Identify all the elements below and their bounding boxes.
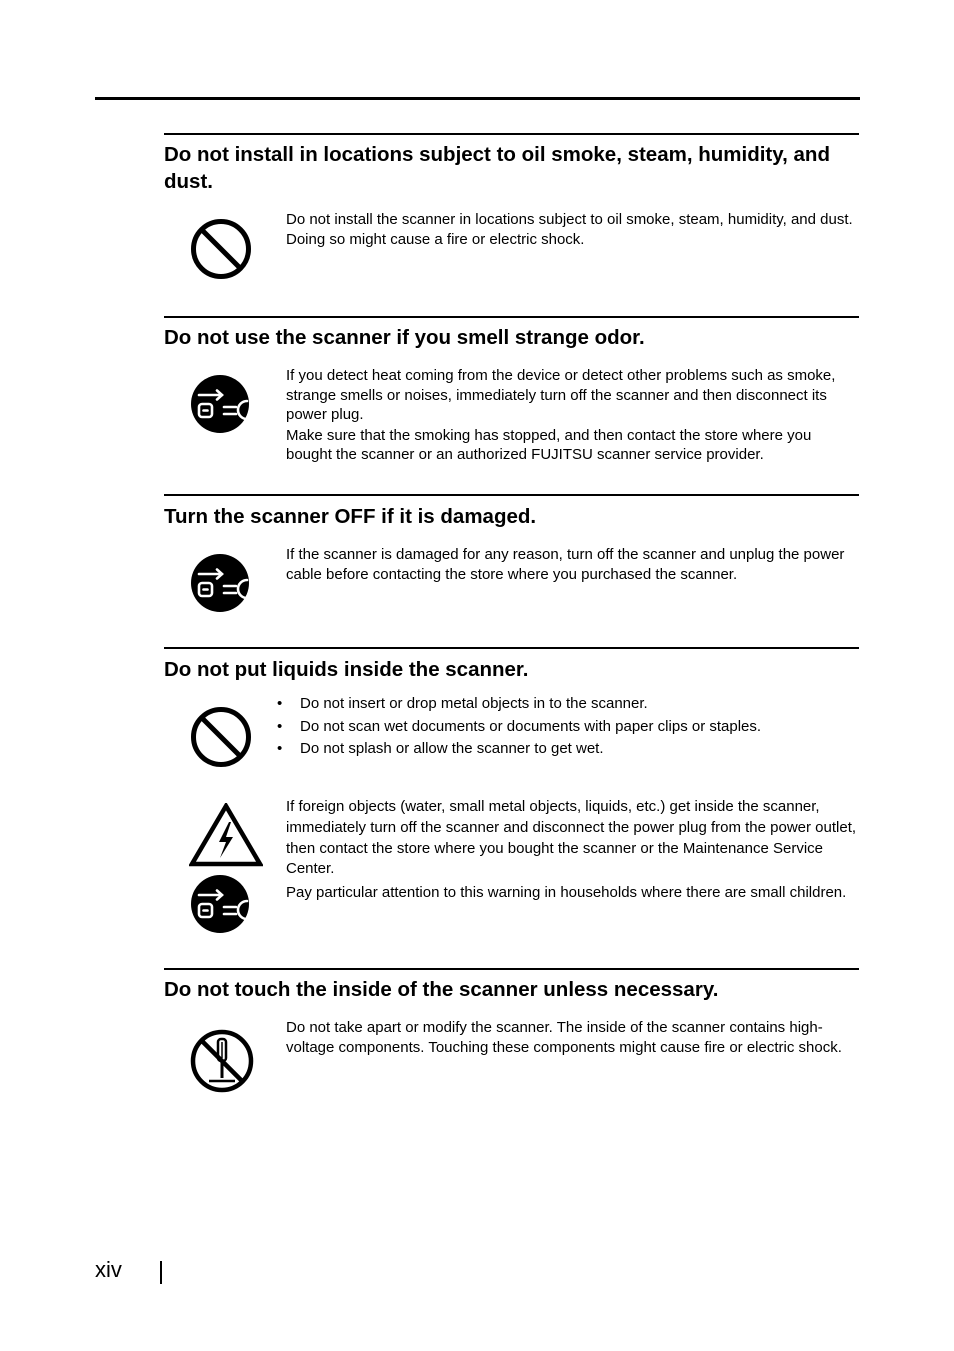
bullet-list bbox=[277, 693, 867, 761]
section-heading-damaged: Turn the scanner OFF if it is damaged. bbox=[164, 505, 537, 528]
page-number-bar bbox=[160, 1261, 162, 1284]
paragraph: Do not take apart or modify the scanner. The inside of the scanner contains high-voltage components. Touching these components might cause fire or electric shock. bbox=[286, 1019, 842, 1056]
section-divider bbox=[164, 494, 859, 496]
section-heading-oil-smoke: Do not install in locations subject to oil smoke, steam, humidity, and dust. bbox=[164, 143, 830, 193]
paragraph: Make sure that the smoking has stopped, and then contact the store where you bought the scanner or an authorized FUJITSU scanner service provider. bbox=[286, 426, 812, 463]
section-body-inside bbox=[286, 1018, 861, 1057]
list-item: • Do not splash or allow the scanner to get wet. bbox=[277, 738, 867, 761]
electric-shock-warning-icon bbox=[189, 803, 263, 867]
paragraph: If you detect heat coming from the device or detect other problems such as smoke, strange smells or noises, immediately turn off the scanner and then disconnect its power plug. bbox=[286, 367, 836, 423]
paragraph: If the scanner is damaged for any reason, turn off the scanner and unplug the power cable before contacting the store where you purchased the scanner. bbox=[286, 546, 845, 583]
list-item: • Do not insert or drop metal objects in to the scanner. bbox=[277, 693, 867, 716]
no-disassembly-icon bbox=[189, 1028, 255, 1094]
section-body-liquids bbox=[286, 797, 861, 904]
list-item: • Do not scan wet documents or documents with paper clips or staples. bbox=[277, 716, 867, 739]
page-number: xiv bbox=[95, 1257, 122, 1282]
paragraph: Do not install the scanner in locations subject to oil smoke, steam, humidity, and dust. Doing so might cause a fire or electric shock. bbox=[286, 211, 853, 248]
section-divider bbox=[164, 133, 859, 135]
section-body-strange-odor bbox=[286, 366, 861, 465]
prohibition-icon bbox=[190, 706, 252, 768]
prohibition-icon bbox=[190, 218, 252, 280]
section-heading-liquids: Do not put liquids inside the scanner. bbox=[164, 658, 529, 681]
section-heading-strange-odor: Do not use the scanner if you smell strange odor. bbox=[164, 326, 645, 349]
unplug-icon bbox=[190, 874, 250, 934]
unplug-icon bbox=[190, 553, 250, 613]
section-heading-inside: Do not touch the inside of the scanner unless necessary. bbox=[164, 978, 719, 1001]
paragraph: If foreign objects (water, small metal objects, liquids, etc.) get inside the scanner, immediately turn off the scanner and disconnect the power plug from the power outlet, then contact the store where you bought the scanner or the Maintenance Service Center. bbox=[286, 798, 857, 878]
section-divider bbox=[164, 968, 859, 970]
unplug-icon bbox=[190, 374, 250, 434]
section-body-damaged bbox=[286, 545, 861, 584]
section-divider bbox=[164, 647, 859, 649]
header-rule bbox=[95, 97, 860, 100]
section-divider bbox=[164, 316, 859, 318]
section-body-oil-smoke bbox=[286, 210, 861, 249]
paragraph: Pay particular attention to this warning in households where there are small children. bbox=[286, 884, 847, 902]
